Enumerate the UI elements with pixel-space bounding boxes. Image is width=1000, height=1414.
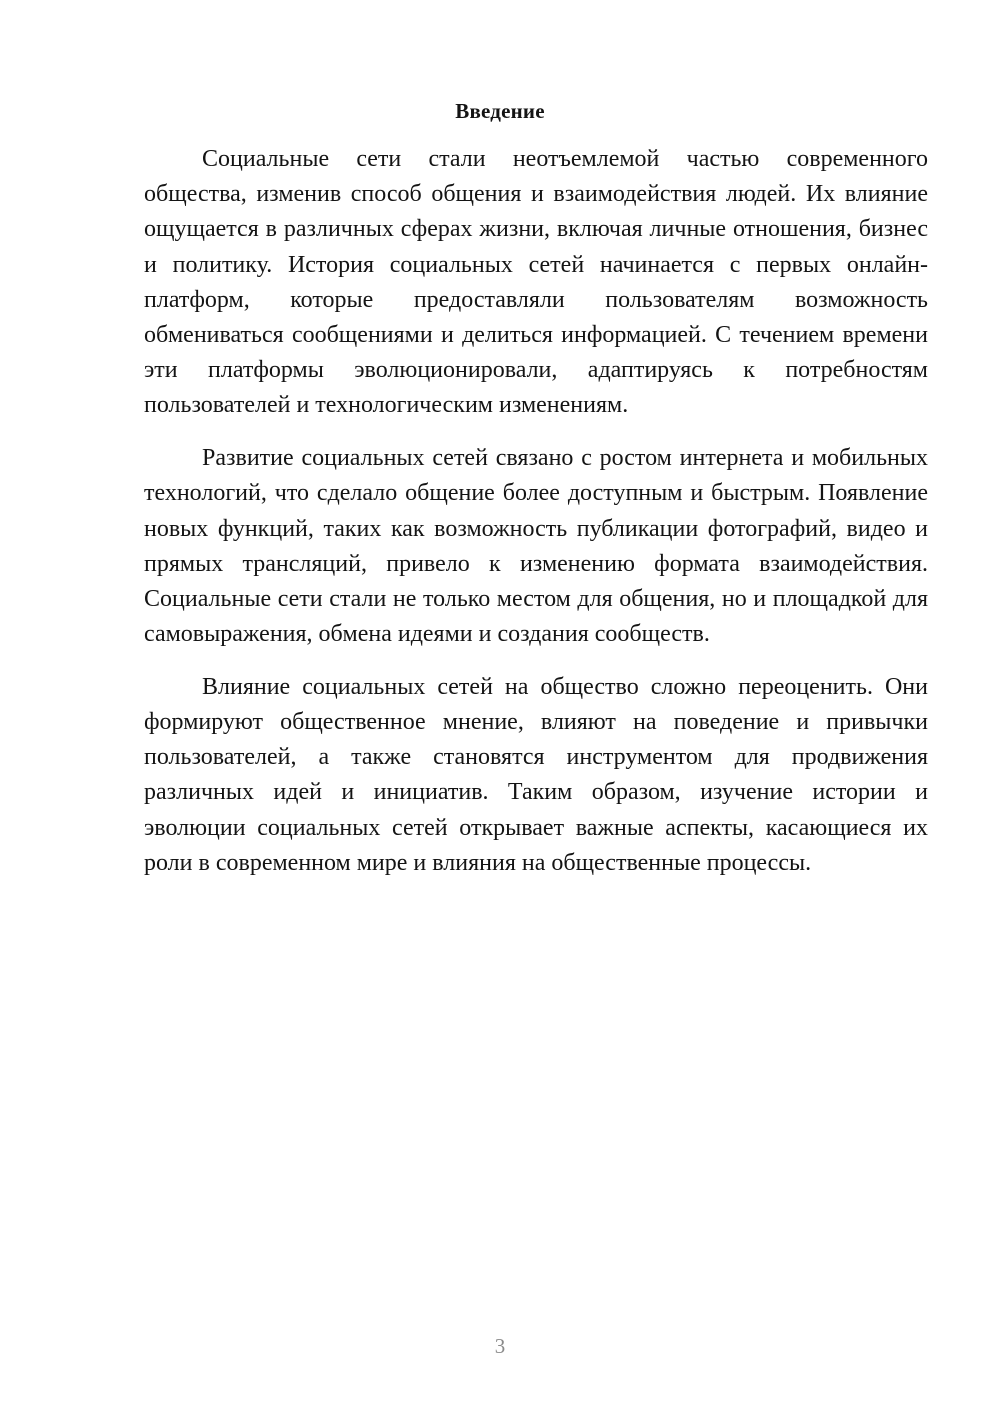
document-body: [144, 142, 928, 899]
page-number: 3: [494, 1334, 506, 1358]
paragraph-3: Влияние социальных сетей на общество сложно переоценить. Они формируют общественное мнение, влияют на поведение и привычки пользователей, а также становятся инструментом для продвижения различных идей и инициатив. Таким образом, изучение истории и эволюции социальных сетей открывает важные аспекты, касающиеся их роли в современном мире и влияния на общественные процессы.: [144, 673, 928, 876]
paragraph-1: Социальные сети стали неотъемлемой частью современного общества, изменив способ общения и взаимодействия людей. Их влияние ощущается в различных сферах жизни, включая личные отношения, бизнес и политику. История социальных сетей начинается с первых онлайн-платформ, которые предоставляли пользователям возможность обмениваться сообщениями и делиться информацией. С течением времени эти платформы эволюционировали, адаптируясь к потребностям пользователей и технологическим изменениям.: [144, 146, 928, 419]
section-title: Введение: [455, 99, 545, 123]
paragraph-2: Развитие социальных сетей связано с ростом интернета и мобильных технологий, что сделало общение более доступным и быстрым. Появление новых функций, таких как возможность публикации фотографий, видео и прямых трансляций, привело к изменению формата взаимодействия. Социальные сети стали не только местом для общения, но и площадкой для самовыражения, обмена идеями и создания сообществ.: [144, 445, 928, 648]
